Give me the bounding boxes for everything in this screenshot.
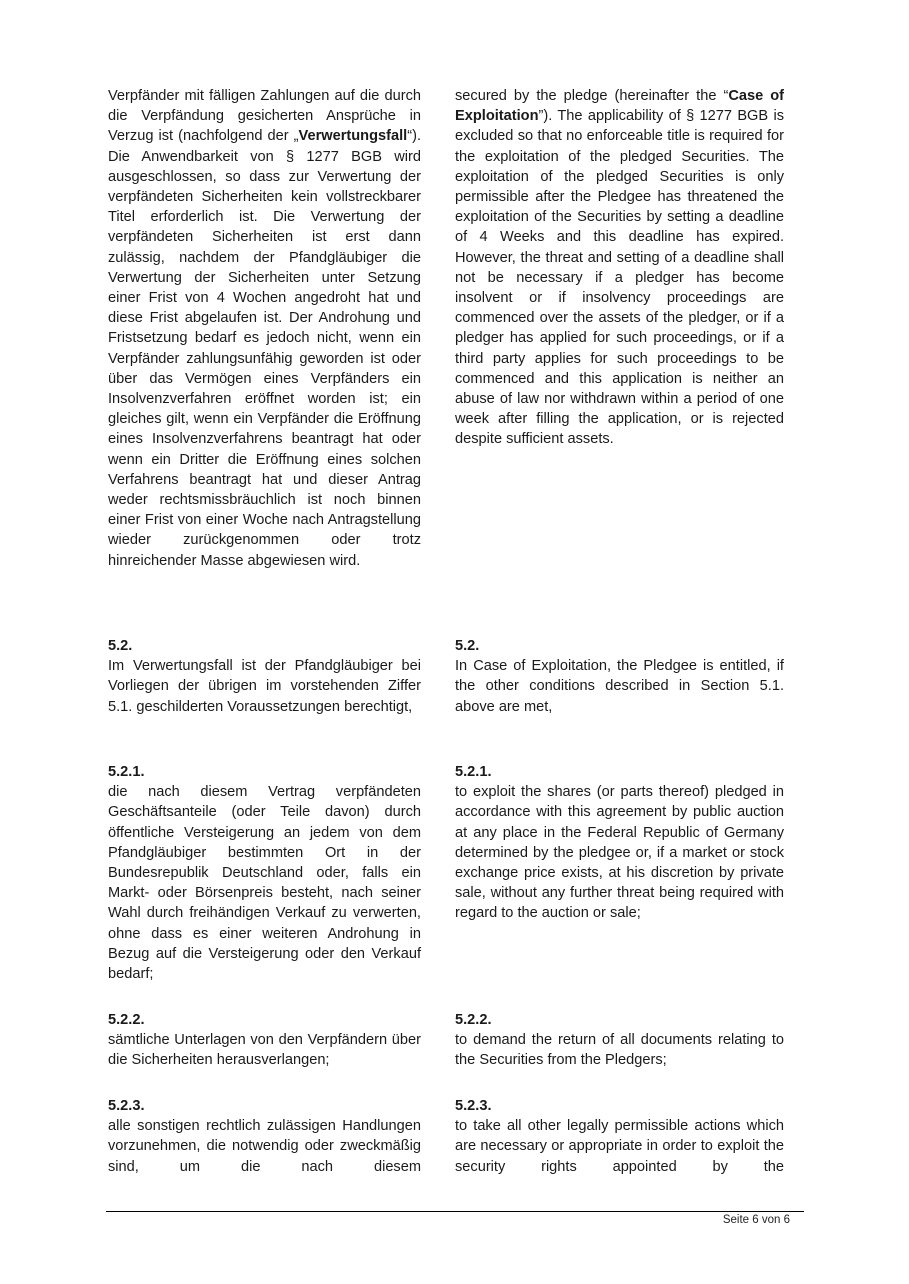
english-section-5-2-3 [455, 1096, 784, 1177]
section-number: 5.2.3. [455, 1098, 492, 1114]
section-text: alle sonstigen rechtlich zulässigen Handlungen vorzunehmen, die notwendig oder zweckmäßig sind, um die nach diesem [108, 1118, 421, 1175]
german-section-5-2-1 [108, 762, 421, 984]
section-number: 5.2.1. [455, 764, 492, 780]
section-text: sämtliche Unterlagen von den Verpfändern über die Sicherheiten herausverlangen; [108, 1032, 421, 1069]
section-number: 5.2.2. [455, 1012, 492, 1028]
section-text: die nach diesem Vertrag verpfändeten Geschäftsanteile (oder Teile davon) durch öffentliche Versteigerung an jedem von dem Pfandgläubiger bestimmten Ort in der Bundesrepublik Deutschland oder, falls ein Markt- oder Börsenpreis besteht, nach seiner Wahl durch freihändigen Verkauf zu verwerten, ohne dass es einer weiteren Androhung in Bezug auf die Versteigerung oder den Verkauf bedarf; [108, 784, 421, 983]
german-section-5-2 [108, 636, 421, 717]
section-text: to take all other legally permissible actions which are necessary or appropriate in order to exploit the security rights appointed by the [455, 1118, 784, 1175]
continuation-text-end: ”). The applicability of § 1277 BGB is excluded so that no enforceable title is required for the exploitation of the pledged Securities. The exploitation of the pledged Securities is only permissible after the Pledgee has threatened the exploitation of the Securities by setting a deadline of 4 Weeks and this deadline has expired. However, the threat and setting of a deadline shall not be necessary if a pledger has become insolvent or if insolvency proceedings are commenced over the assets of the pledger, or if a pledger has applied for such proceedings, or if a third party applies for such proceedings to be commenced and this application is neither an abuse of law nor withdrawn within a period of one week after filling the application, or is rejected despite sufficient assets. [455, 108, 784, 448]
english-section-5-2-1 [455, 762, 784, 924]
section-text: to exploit the shares (or parts thereof) pledged in accordance with this agreement by public auction at any place in the Federal Republic of Germany determined by the pledgee or, if a market or stock exchange price exists, at his discretion by private sale, without any further threat being required with regard to the auction or sale; [455, 784, 784, 922]
english-section-5-2-2 [455, 1010, 784, 1071]
english-section-5-2 [455, 636, 784, 717]
english-continuation-paragraph [455, 86, 784, 450]
section-number: 5.2.1. [108, 764, 145, 780]
german-section-5-2-3 [108, 1096, 421, 1177]
continuation-text-start: Verpfänder mit fälligen Zahlungen auf die durch die Verpfändung gesicherten Ansprüche in Verzug ist (nachfolgend der „ [108, 88, 421, 145]
defined-term: Verwertungsfall [298, 128, 408, 145]
section-number: 5.2. [108, 638, 133, 654]
continuation-text-start: secured by the pledge (hereinafter the “ [455, 88, 729, 104]
section-text: Im Verwertungsfall ist der Pfandgläubiger bei Vorliegen der übrigen im vorstehenden Ziffer 5.1. geschilderten Voraussetzungen berechtigt, [108, 658, 421, 715]
section-number: 5.2.3. [108, 1098, 145, 1114]
footer-divider [106, 1211, 804, 1212]
section-number: 5.2.2. [108, 1012, 145, 1028]
page-number: Seite 6 von 6 [722, 1214, 790, 1226]
section-text: to demand the return of all documents relating to the Securities from the Pledgers; [455, 1032, 784, 1069]
section-text: In Case of Exploitation, the Pledgee is entitled, if the other conditions described in Section 5.1. above are met, [455, 658, 784, 715]
continuation-text-end: “). Die Anwendbarkeit von § 1277 BGB wird ausgeschlossen, so dass zur Verwertung der verpfändeten Sicherheiten kein vollstreckbarer Titel erforderlich ist. Die Verwertung der verpfändeten Sicherheiten ist erst dann zulässig, nachdem der Pfandgläubiger die Verwertung der Sicherheiten unter Setzung einer Frist von 4 Wochen angedroht hat und diese Frist abgelaufen ist. Der Androhung und Fristsetzung bedarf es jedoch nicht, wenn ein Verpfänder zahlungsunfähig geworden ist oder über das Vermögen eines Verpfänders ein Insolvenzverfahren eröffnet worden ist; ein gleiches gilt, wenn ein Verpfänder die Eröffnung eines Insolvenzverfahrens beantragt hat oder wenn ein Dritter die Eröffnung eines solchen Verfahrens beantragt hat und dieser Antrag weder rechtsmissbräuchlich ist noch binnen einer Frist von einer Woche nach Antragstellung wieder zurückgenommen oder trotz hinreichender Masse abgewiesen wird. [108, 128, 421, 569]
defined-term: Case of Exploitation [455, 88, 784, 125]
german-section-5-2-2 [108, 1010, 421, 1071]
german-continuation-paragraph [108, 86, 421, 571]
section-number: 5.2. [455, 638, 480, 654]
